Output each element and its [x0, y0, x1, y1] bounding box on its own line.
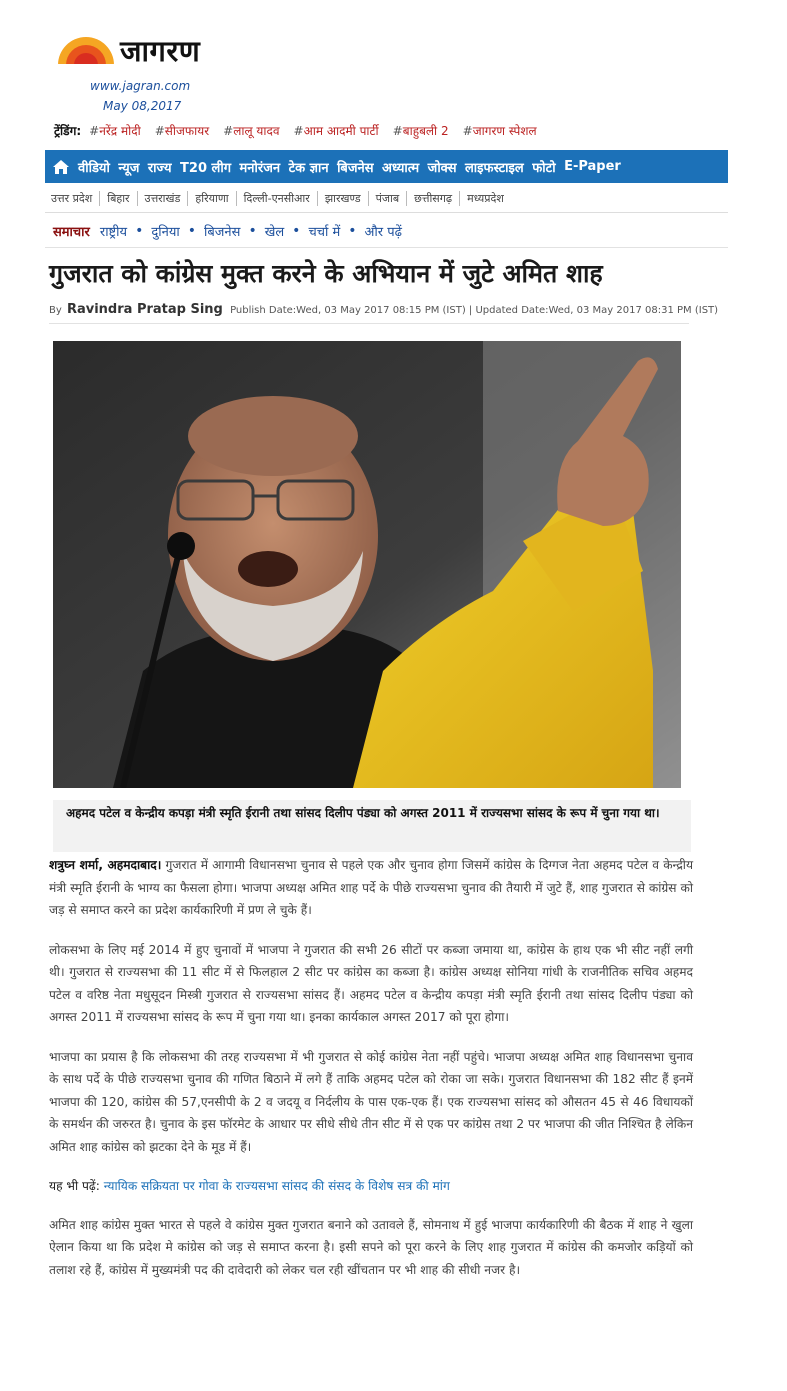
bullet-icon: •: [135, 223, 144, 239]
article-paragraph: शत्रुघ्न शर्मा, अहमदाबाद। गुजरात में आगामी विधानसभा चुनाव से पहले एक और चुनाव होगा जिसमें कांग्रेस के दिग्गज नेता अहमद पटेल व केन्द्रीय मंत्री स्मृति ईरानी के भाग्य का फैसला होगा। भाजपा अध्यक्ष अमित शाह पर्दे के पीछे राज्यसभा चुनाव की तैयारी में जुटे हैं, शाह गुजरात से कांग्रेस को जड़ से समाप्त करने का प्रदेश कार्यकारिणी में प्रण ले चुके हैं।: [49, 858, 694, 917]
logo-text: जागरण: [120, 34, 201, 68]
also-read-link[interactable]: न्यायिक सक्रियता पर गोवा के राज्यसभा सांसद की संसद के विशेष सत्र की मांग: [103, 1179, 450, 1193]
nav-item-epaper[interactable]: E-Paper: [564, 159, 621, 174]
breadcrumb-head[interactable]: समाचार: [53, 225, 90, 240]
also-read-label: यह भी पढ़ें:: [49, 1179, 100, 1193]
article-photo: [53, 341, 681, 788]
subnav-item[interactable]: उत्तराखंड: [138, 191, 189, 206]
state-subnav: [45, 185, 728, 213]
byline-by: By: [49, 305, 62, 316]
divider: [45, 247, 728, 248]
nav-item-lifestyle[interactable]: लाइफस्टाइल: [464, 160, 524, 176]
bullet-icon: •: [292, 223, 301, 239]
subnav-item[interactable]: हरियाणा: [188, 191, 236, 206]
author-name[interactable]: Ravindra Pratap Sing: [66, 302, 223, 317]
trending-tag[interactable]: #लालू यादव: [223, 124, 280, 138]
trending-tag[interactable]: #आम आदमी पार्टी: [293, 124, 379, 138]
breadcrumb-item[interactable]: राष्ट्रीय: [99, 225, 128, 240]
nav-item-jokes[interactable]: जोक्स: [427, 160, 457, 176]
nav-item-entertainment[interactable]: मनोरंजन: [239, 160, 281, 176]
jagran-logo[interactable]: [54, 27, 224, 71]
breadcrumb-item[interactable]: खेल: [264, 225, 285, 240]
publish-dates: Publish Date:Wed, 03 May 2017 08:15 PM (IST) | Updated Date:Wed, 03 May 2017 08:31 PM (IST): [230, 305, 719, 316]
bullet-icon: •: [248, 223, 257, 239]
subnav-item[interactable]: मध्यप्रदेश: [467, 192, 504, 205]
subnav-item[interactable]: पंजाब: [369, 191, 408, 206]
article-title: गुजरात को कांग्रेस मुक्त करने के अभियान में जुटे अमित शाह: [49, 259, 603, 288]
sun-logo-icon: [54, 29, 118, 69]
subnav-item[interactable]: छत्तीसगढ़: [407, 191, 460, 206]
subnav-item[interactable]: झारखण्ड: [318, 191, 369, 206]
divider: [49, 323, 689, 324]
nav-item-tech[interactable]: टेक ज्ञान: [288, 160, 329, 176]
breadcrumb-item[interactable]: बिजनेस: [204, 225, 241, 240]
site-url[interactable]: www.jagran.com: [90, 79, 191, 93]
subnav-item[interactable]: बिहार: [100, 191, 137, 206]
main-nav: [45, 150, 728, 183]
article-paragraph: लोकसभा के लिए मई 2014 में हुए चुनावों में भाजपा ने गुजरात की सभी 26 सीटों पर कब्जा जमाया था, कांग्रेस के हाथ एक भी सीट नहीं लगी थी। गुजरात से राज्यसभा की 11 सीट में से फिलहाल 2 सीट पर कांग्रेस का कब्जा है। कांग्रेस अध्यक्ष सोनिया गांधी के राजनीतिक सचिव अहमद पटेल व वरिष्ठ नेता मधुसूदन मिस्त्री गुजरात से राज्यसभा सांसद हैं। अहमद पटेल व केन्द्रीय कपड़ा मंत्री स्मृति ईरानी तथा सांसद दिलीप पंड्या को अगस्त 2011 में राज्यसभा सांसद के रूप में चुना गया था। इनका कार्यकाल अगस्त 2017 को पूरा होगा।: [49, 942, 693, 1024]
nav-item-state[interactable]: राज्य: [147, 160, 172, 176]
article-dateline: शत्रुघ्न शर्मा, अहमदाबाद।: [49, 858, 162, 872]
nav-item-photo[interactable]: फोटो: [532, 160, 556, 176]
nav-item-spirituality[interactable]: अध्यात्म: [382, 160, 420, 176]
article-paragraph: भाजपा का प्रयास है कि लोकसभा की तरह राज्यसभा में भी गुजरात से कोई कांग्रेस नेता नहीं पहुंचे। भाजपा अध्यक्ष अमित शाह विधानसभा चुनाव के साथ पर्दे के पीछे राज्यसभा चुनाव की गणित बिठाने में लगे हैं ताकि अहमद पटेल को रोका जा सके। गुजरात विधानसभा की 182 सीट हैं इनमें भाजपा की 120, कांग्रेस की 57,एनसीपी के 2 व जदयू व निर्दलीय के पास एक-एक हैं। एक राज्यसभा सांसद को औसतन 45 से 46 विधायकों के समर्थन की जरुरत है। चुनाव के इस फॉरमेट के आधार पर सीधे सीधे तीन सीट में से एक पर कांग्रेस तथा 2 पर भाजपा की जीत निश्चित है लेकिन अमित शाह कांग्रेस को झटका देने के मूड में हैं।: [49, 1049, 693, 1154]
trending-tag[interactable]: #नरेंद्र मोदी: [89, 124, 141, 138]
bullet-icon: •: [348, 223, 357, 239]
site-date: May 08,2017: [103, 99, 182, 113]
breadcrumb-item[interactable]: दुनिया: [151, 225, 180, 240]
nav-item-t20[interactable]: T20 लीग: [180, 160, 232, 176]
bullet-icon: •: [187, 223, 196, 239]
nav-item-news[interactable]: न्यूज: [118, 160, 140, 176]
trending-label: ट्रेंडिंग:: [54, 124, 82, 138]
also-read: [49, 1175, 693, 1198]
nav-item-business[interactable]: बिजनेस: [337, 160, 374, 176]
breadcrumb: [53, 222, 402, 240]
trending-bar: [54, 122, 551, 139]
article-paragraph: अमित शाह कांग्रेस मुक्त भारत से पहले वे कांग्रेस मुक्त गुजरात बनाने को उतावले हैं, सोमनाथ में हुई भाजपा कार्यकारिणी की बैठक में शाह ने खुला ऐलान किया था कि प्रदेश मे कांग्रेस को जड़ से समाप्त करना है। इसी सपने को पूरा करने के लिए शाह गुजरात में कांग्रेस की कमजोर कड़ियों को तलाश रहे हैं, कांग्रेस में मुख्यमंत्री पद की दावेदारी को लेकर चल रही खींचतान पर भी शाह की सीधी नजर है।: [49, 1217, 693, 1277]
breadcrumb-item[interactable]: चर्चा में: [308, 225, 341, 240]
speaker-photo: [53, 341, 681, 788]
byline: [49, 302, 718, 317]
trending-tag[interactable]: #बाहुबली 2: [392, 124, 449, 138]
article-body: [49, 854, 693, 1298]
trending-tag[interactable]: #जागरण स्पेशल: [462, 124, 537, 138]
subnav-item[interactable]: दिल्ली-एनसीआर: [237, 191, 318, 206]
trending-tag[interactable]: #सीजफायर: [154, 124, 210, 138]
photo-caption: अहमद पटेल व केन्द्रीय कपड़ा मंत्री स्मृति ईरानी तथा सांसद दिलीप पंड्या को अगस्त 2011 में राज्यसभा सांसद के रूप में चुना गया था।: [53, 800, 691, 852]
breadcrumb-item[interactable]: और पढ़ें: [364, 225, 402, 240]
subnav-item[interactable]: उत्तर प्रदेश: [45, 191, 100, 206]
home-icon[interactable]: [50, 150, 72, 183]
nav-item-video[interactable]: वीडियो: [78, 160, 110, 176]
